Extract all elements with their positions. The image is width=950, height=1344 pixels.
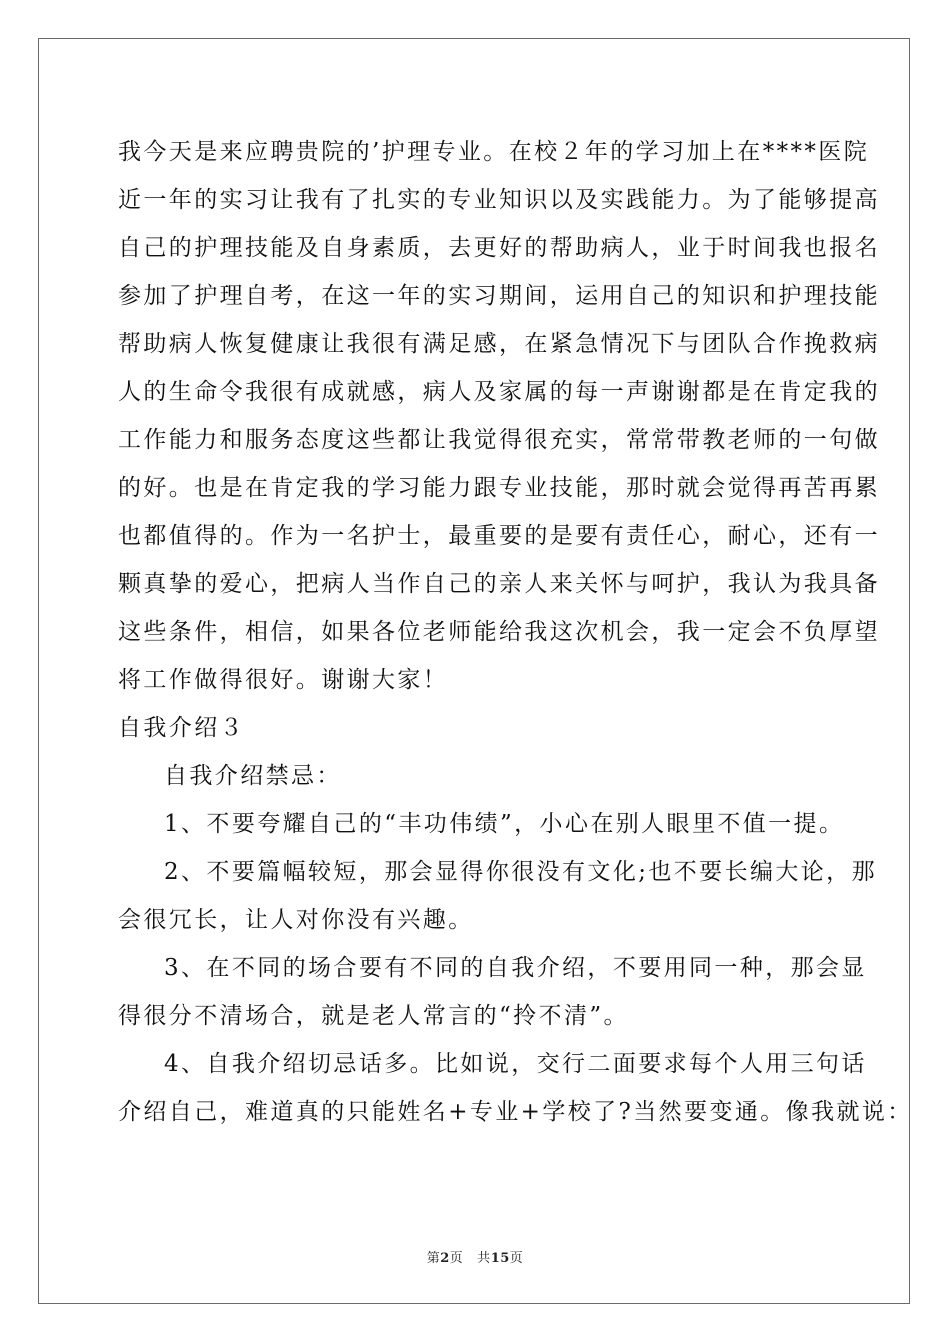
body-line: 也都值得的。作为一名护士，最重要的是要有责任心，耐心，还有一 (118, 523, 880, 549)
document-body (118, 128, 913, 1136)
page-suffix: 页 (449, 1251, 464, 1266)
body-line: 人的生命令我很有成就感，病人及家属的每一声谢谢都是在肯定我的 (118, 379, 880, 405)
body-line: 颗真挚的爱心，把病人当作自己的亲人来关怀与呵护，我认为我具备 (118, 571, 880, 597)
body-line: 的好。也是在肯定我的学习能力跟专业技能，那时就会觉得再苦再累 (118, 475, 880, 501)
total-prefix: 共 (477, 1251, 491, 1266)
list-item-continuation: 得很分不清场合，就是老人常言的“拎不清”。 (118, 1003, 629, 1029)
body-line: 自己的护理技能及自身素质，去更好的帮助病人，业于时间我也报名 (118, 235, 880, 261)
list-item-continuation: 介绍自己，难道真的只能姓名+专业+学校了?当然要变通。像我就说： (118, 1099, 913, 1125)
total-pages: 15 (490, 1251, 510, 1266)
body-line: 近一年的实习让我有了扎实的专业知识以及实践能力。为了能够提高 (118, 187, 880, 213)
list-item: 3、在不同的场合要有不同的自我介绍，不要用同一种，那会显 (164, 955, 867, 981)
list-item: 1、不要夸耀自己的“丰功伟绩”，小心在别人眼里不值一提。 (164, 811, 845, 837)
page-prefix: 第 (426, 1251, 441, 1266)
section-title: 自我介绍３ (118, 715, 245, 741)
body-line: 我今天是来应聘贵院的’护理专业。在校２年的学习加上在****医院 (118, 139, 870, 165)
page-footer (0, 1247, 950, 1266)
body-line: 帮助病人恢复健康让我很有满足感，在紧急情况下与团队合作挽救病 (118, 331, 880, 357)
body-line: 这些条件，相信，如果各位老师能给我这次机会，我一定会不负厚望 (118, 619, 880, 645)
list-item-continuation: 会很冗长，让人对你没有兴趣。 (118, 907, 474, 933)
body-line: 工作能力和服务态度这些都让我觉得很充实，常常带教老师的一句做 (118, 427, 880, 453)
list-item: 4、自我介绍切忌话多。比如说，交行二面要求每个人用三句话 (164, 1051, 867, 1077)
body-line: 将工作做得很好。谢谢大家！ (118, 667, 449, 693)
list-item: 2、不要篇幅较短，那会显得你很没有文化;也不要长编大论，那 (164, 859, 877, 885)
total-suffix: 页 (509, 1251, 524, 1266)
subheading: 自我介绍禁忌： (164, 763, 342, 789)
body-line: 参加了护理自考，在这一年的实习期间，运用自己的知识和护理技能 (118, 283, 880, 309)
page-number: 2 (440, 1251, 450, 1266)
